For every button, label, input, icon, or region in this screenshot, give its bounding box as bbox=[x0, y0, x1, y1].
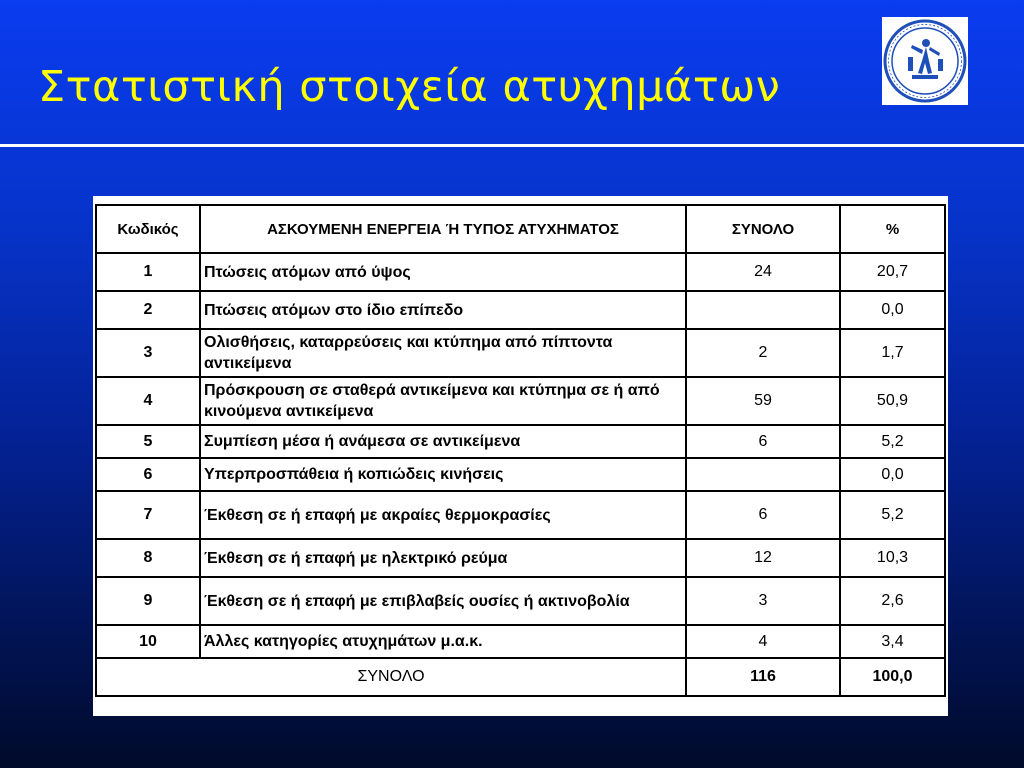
total-count: 116 bbox=[686, 658, 840, 696]
accident-statistics-table bbox=[95, 204, 946, 697]
row-total: 12 bbox=[686, 539, 840, 577]
row-total: 24 bbox=[686, 253, 840, 291]
row-total: 6 bbox=[686, 491, 840, 539]
table-row bbox=[96, 458, 945, 491]
seal-icon bbox=[882, 17, 968, 105]
row-total: 2 bbox=[686, 329, 840, 377]
table-row bbox=[96, 539, 945, 577]
header-percent: % bbox=[840, 205, 945, 253]
row-total: 3 bbox=[686, 577, 840, 625]
row-percent: 3,4 bbox=[840, 625, 945, 658]
row-code: 8 bbox=[96, 539, 200, 577]
row-description: Υπερπροσπάθεια ή κοπιώδεις κινήσεις bbox=[200, 458, 686, 491]
row-description: Έκθεση σε ή επαφή με ηλεκτρικό ρεύμα bbox=[200, 539, 686, 577]
table-row bbox=[96, 491, 945, 539]
row-total: 4 bbox=[686, 625, 840, 658]
table-row bbox=[96, 377, 945, 425]
row-total bbox=[686, 291, 840, 329]
table-row bbox=[96, 577, 945, 625]
row-percent: 1,7 bbox=[840, 329, 945, 377]
total-label: ΣΥΝΟΛΟ bbox=[96, 658, 686, 696]
row-description: Συμπίεση μέσα ή ανάμεσα σε αντικείμενα bbox=[200, 425, 686, 458]
row-code: 10 bbox=[96, 625, 200, 658]
header-total: ΣΥΝΟΛΟ bbox=[686, 205, 840, 253]
row-code: 7 bbox=[96, 491, 200, 539]
row-percent: 5,2 bbox=[840, 491, 945, 539]
row-description: Άλλες κατηγορίες ατυχημάτων μ.α.κ. bbox=[200, 625, 686, 658]
row-code: 5 bbox=[96, 425, 200, 458]
row-description: Ολισθήσεις, καταρρεύσεις και κτύπημα από πίπτοντα αντικείμενα bbox=[200, 329, 686, 377]
table-row bbox=[96, 253, 945, 291]
row-code: 3 bbox=[96, 329, 200, 377]
row-code: 1 bbox=[96, 253, 200, 291]
row-percent: 5,2 bbox=[840, 425, 945, 458]
table-total-row bbox=[96, 658, 945, 696]
header-code: Κωδικός bbox=[96, 205, 200, 253]
total-percent: 100,0 bbox=[840, 658, 945, 696]
header-activity: ΑΣΚΟΥΜΕΝΗ ΕΝΕΡΓΕΙΑ Ή ΤΥΠΟΣ ΑΤΥΧΗΜΑΤΟΣ bbox=[200, 205, 686, 253]
row-description: Πτώσεις ατόμων από ύψος bbox=[200, 253, 686, 291]
row-description: Πτώσεις ατόμων στο ίδιο επίπεδο bbox=[200, 291, 686, 329]
row-percent: 20,7 bbox=[840, 253, 945, 291]
row-code: 9 bbox=[96, 577, 200, 625]
title-divider bbox=[0, 144, 1024, 147]
row-description: Πρόσκρουση σε σταθερά αντικείμενα και κτύπημα σε ή από κινούμενα αντικείμενα bbox=[200, 377, 686, 425]
table-header-row bbox=[96, 205, 945, 253]
row-percent: 2,6 bbox=[840, 577, 945, 625]
row-code: 6 bbox=[96, 458, 200, 491]
row-total: 59 bbox=[686, 377, 840, 425]
table-row bbox=[96, 291, 945, 329]
table-row bbox=[96, 425, 945, 458]
row-percent: 0,0 bbox=[840, 291, 945, 329]
table-row bbox=[96, 329, 945, 377]
row-percent: 50,9 bbox=[840, 377, 945, 425]
row-total: 6 bbox=[686, 425, 840, 458]
slide-title: Στατιστική στοιχεία ατυχημάτων bbox=[38, 62, 781, 112]
table-panel bbox=[93, 196, 948, 716]
university-logo bbox=[882, 17, 968, 105]
row-percent: 0,0 bbox=[840, 458, 945, 491]
row-total bbox=[686, 458, 840, 491]
row-description: Έκθεση σε ή επαφή με επιβλαβείς ουσίες ή ακτινοβολία bbox=[200, 577, 686, 625]
row-description: Έκθεση σε ή επαφή με ακραίες θερμοκρασίες bbox=[200, 491, 686, 539]
table-row bbox=[96, 625, 945, 658]
row-code: 2 bbox=[96, 291, 200, 329]
row-code: 4 bbox=[96, 377, 200, 425]
row-percent: 10,3 bbox=[840, 539, 945, 577]
